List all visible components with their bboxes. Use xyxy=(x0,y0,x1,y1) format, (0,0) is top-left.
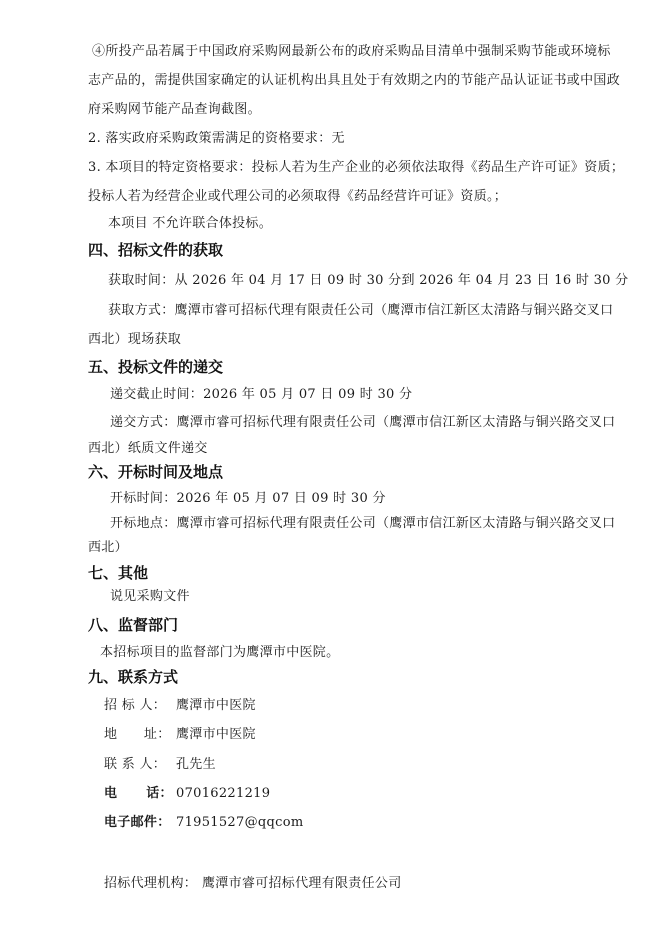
requirement-4-line-3: 府采购网节能产品查询截图。 xyxy=(88,102,261,117)
phone-value: 07016221219 xyxy=(176,786,271,801)
specific-requirement-line-2: 投标人若为经营企业或代理公司的必须取得《药品经营许可证》资质。； xyxy=(88,189,508,204)
acquisition-method-line-2: 西北）现场获取 xyxy=(88,332,182,347)
agency-value: 鹰潭市睿可招标代理有限责任公司 xyxy=(202,876,402,891)
opening-place-line-2: 西北） xyxy=(88,540,128,555)
requirement-4-line-2: 志产品的，需提供国家确定的认证机构出具且处于有效期之内的节能产品认证证书或中国政 xyxy=(88,73,621,88)
supervision-text: 本招标项目的监督部门为鹰潭市中医院。 xyxy=(100,645,340,660)
email-value: 71951527@qqcom xyxy=(176,815,304,830)
section-heading-5: 五、投标文件的递交 xyxy=(88,358,224,376)
other-text: 说见采购文件 xyxy=(110,589,190,604)
section-heading-4: 四、招标文件的获取 xyxy=(88,241,224,259)
submission-deadline: 递交截止时间：2026 年 05 月 07 日 09 时 30 分 xyxy=(110,387,413,402)
section-heading-8: 八、监督部门 xyxy=(88,616,179,634)
tenderer-value: 鹰潭市中医院 xyxy=(176,698,256,713)
consortium-statement: 本项目 不允许联合体投标。 xyxy=(108,216,273,231)
acquisition-time: 获取时间：从 2026 年 04 月 17 日 09 时 30 分到 2026 年 04 月 23 日 16 时 30 分 xyxy=(108,273,629,288)
section-heading-9: 九、联系方式 xyxy=(88,668,179,686)
requirement-4-line-1: ④所投产品若属于中国政府采购网最新公布的政府采购品目清单中强制采购节能或环境标 xyxy=(92,44,611,59)
section-heading-6: 六、开标时间及地点 xyxy=(88,463,224,481)
address-label: 地 址： xyxy=(104,727,171,742)
agency-label: 招标代理机构： xyxy=(104,876,198,891)
specific-requirement-line-1: 3. 本项目的特定资格要求：投标人若为生产企业的必须依法取得《药品生产许可证》资质； xyxy=(88,160,625,175)
section-heading-7: 七、其他 xyxy=(88,564,149,582)
address-value: 鹰潭市中医院 xyxy=(176,727,256,742)
submission-method-line-1: 递交方式：鹰潭市睿可招标代理有限责任公司（鹰潭市信江新区太清路与铜兴路交叉口 xyxy=(110,415,616,430)
contact-person-label: 联 系 人： xyxy=(104,757,167,772)
acquisition-method-line-1: 获取方式：鹰潭市睿可招标代理有限责任公司（鹰潭市信江新区太清路与铜兴路交叉口 xyxy=(108,303,614,318)
submission-method-line-2: 西北）纸质文件递交 xyxy=(88,441,208,456)
tenderer-label: 招 标 人： xyxy=(104,698,167,713)
opening-place-line-1: 开标地点：鹰潭市睿可招标代理有限责任公司（鹰潭市信江新区太清路与铜兴路交叉口 xyxy=(110,516,616,531)
contact-person-value: 孔先生 xyxy=(176,757,216,772)
phone-label: 电 话： xyxy=(104,786,173,801)
email-label: 电子邮件： xyxy=(104,815,171,830)
policy-requirement: 2. 落实政府采购政策需满足的资格要求：无 xyxy=(88,131,345,146)
opening-time: 开标时间：2026 年 05 月 07 日 09 时 30 分 xyxy=(110,491,386,506)
